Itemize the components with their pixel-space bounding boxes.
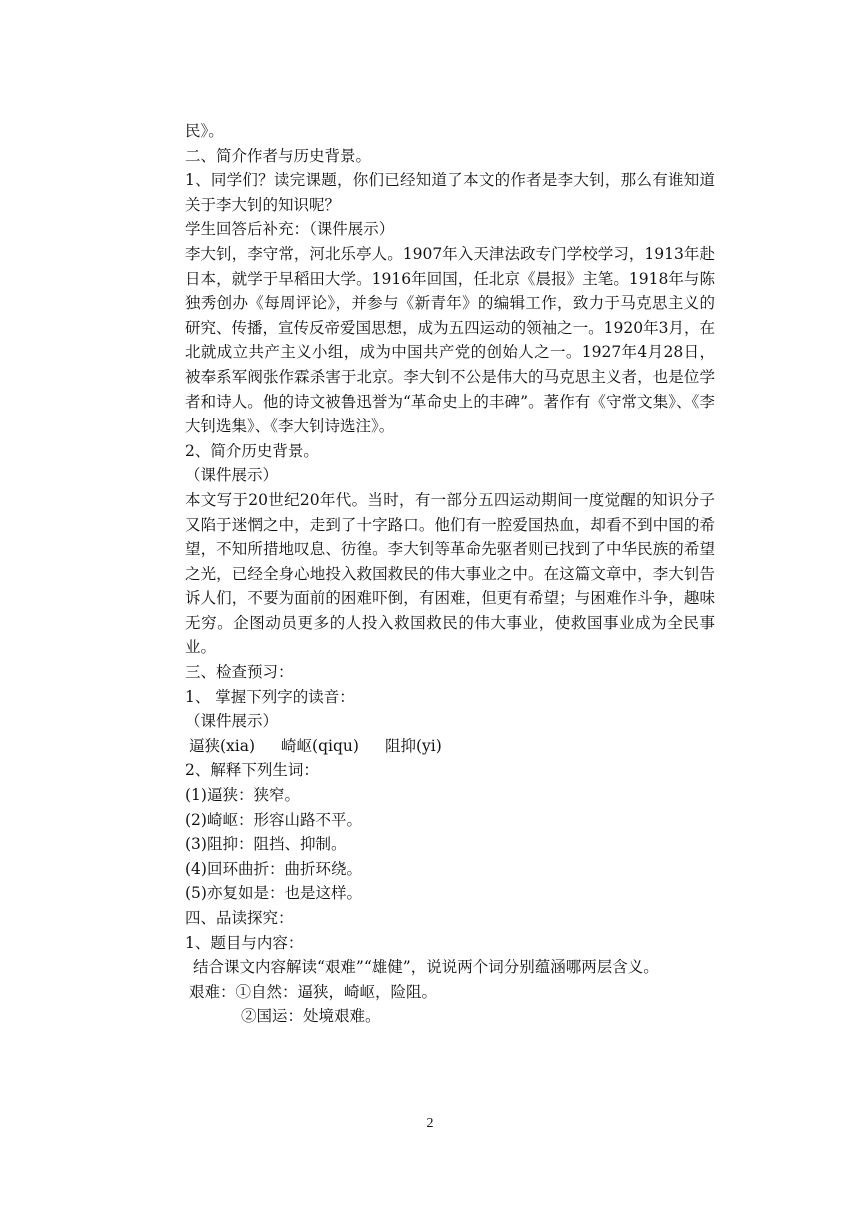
question-paragraph: 1、同学们？读完课题，你们已经知道了本文的作者是李大钊，那么有谁知道关于李大钊的知识呢？ <box>185 171 715 214</box>
document-body <box>185 119 715 1029</box>
pronunciation-list <box>185 734 715 759</box>
text-line: （课件展示） <box>185 466 279 485</box>
definition-item: (2)崎岖：形容山路不平。 <box>185 810 362 829</box>
text-line: （课件展示） <box>185 712 279 731</box>
definition-item: (3)阻抑：阻挡、抑制。 <box>185 835 347 854</box>
subheading: 1、 掌握下列字的读音： <box>185 687 355 706</box>
definition-item: (5)亦复如是：也是这样。 <box>185 884 362 903</box>
section-heading-four: 四、品读探究： <box>185 909 294 927</box>
text-line: 结合课文内容解读“艰难”“雄健”，说说两个词分别蕴涵哪两层含义。 <box>193 958 659 977</box>
page-number: 2 <box>426 1116 434 1131</box>
section-heading-two: 二、简介作者与历史背景。 <box>185 146 372 165</box>
text-line: 民》。 <box>185 122 224 140</box>
subheading: 2、解释下列生词： <box>185 761 319 780</box>
pronunciation-item: 阻抑(yi) <box>384 736 442 755</box>
subheading: 1、题目与内容： <box>185 933 304 952</box>
text-line: 艰难：①自然：逼狭，崎岖，险阻。 <box>189 982 438 1001</box>
biography-paragraph: 李大钊，李守常，河北乐亭人。1907年入天津法政专门学校学习，1913年赴日本，就学于早稻田大学。1916年回国，任北京《晨报》主笔。1918年与陈独秀创办《每周评论》，并参与《新青年》的编辑工作，致力于马克思主义的研究、传播，宣传反帝爱国思想，成为五四运动的领袖之一。1920年3月，在北就成立共产主义小组，成为中国共产党的创始人之一。1927年4月28日，被奉系军阀张作霖杀害于北京。李大钊不公是伟大的马克思主义者，也是位学者和诗人。他的诗文被鲁迅誉为“革命史上的丰碑”。著作有《守常文集》、《李大钊选集》、《李大钊诗选注》。 <box>185 244 715 436</box>
definition-item: (1)逼狭：狭窄。 <box>185 786 300 805</box>
subheading: 2、简介历史背景。 <box>185 441 319 460</box>
definition-item: (4)回环曲折：曲折环绕。 <box>185 859 362 878</box>
text-line: ②国运：处境艰难。 <box>241 1007 381 1026</box>
pronunciation-item: 逼狭(xia) <box>189 736 256 755</box>
pronunciation-item: 崎岖(qiqu) <box>281 736 359 755</box>
background-paragraph: 本文写于20世纪20年代。当时，有一部分五四运动期间一度觉醒的知识分子又陷于迷惘之中，走到了十字路口。他们有一腔爱国热血，却看不到中国的希望，不知所措地叹息、彷徨。李大钊等革命先驱者则已找到了中华民族的希望之光，已经全身心地投入救国救民的伟大事业之中。在这篇文章中，李大钊告诉人们，不要为面前的困难吓倒，有困难，但更有希望；与困难作斗争，趣味无穷。企图动员更多的人投入救国救民的伟大事业，使救国事业成为全民事业。 <box>185 490 715 657</box>
section-heading-three: 三、检查预习： <box>185 663 294 682</box>
text-line: 学生回答后补充：（课件展示） <box>185 220 395 239</box>
